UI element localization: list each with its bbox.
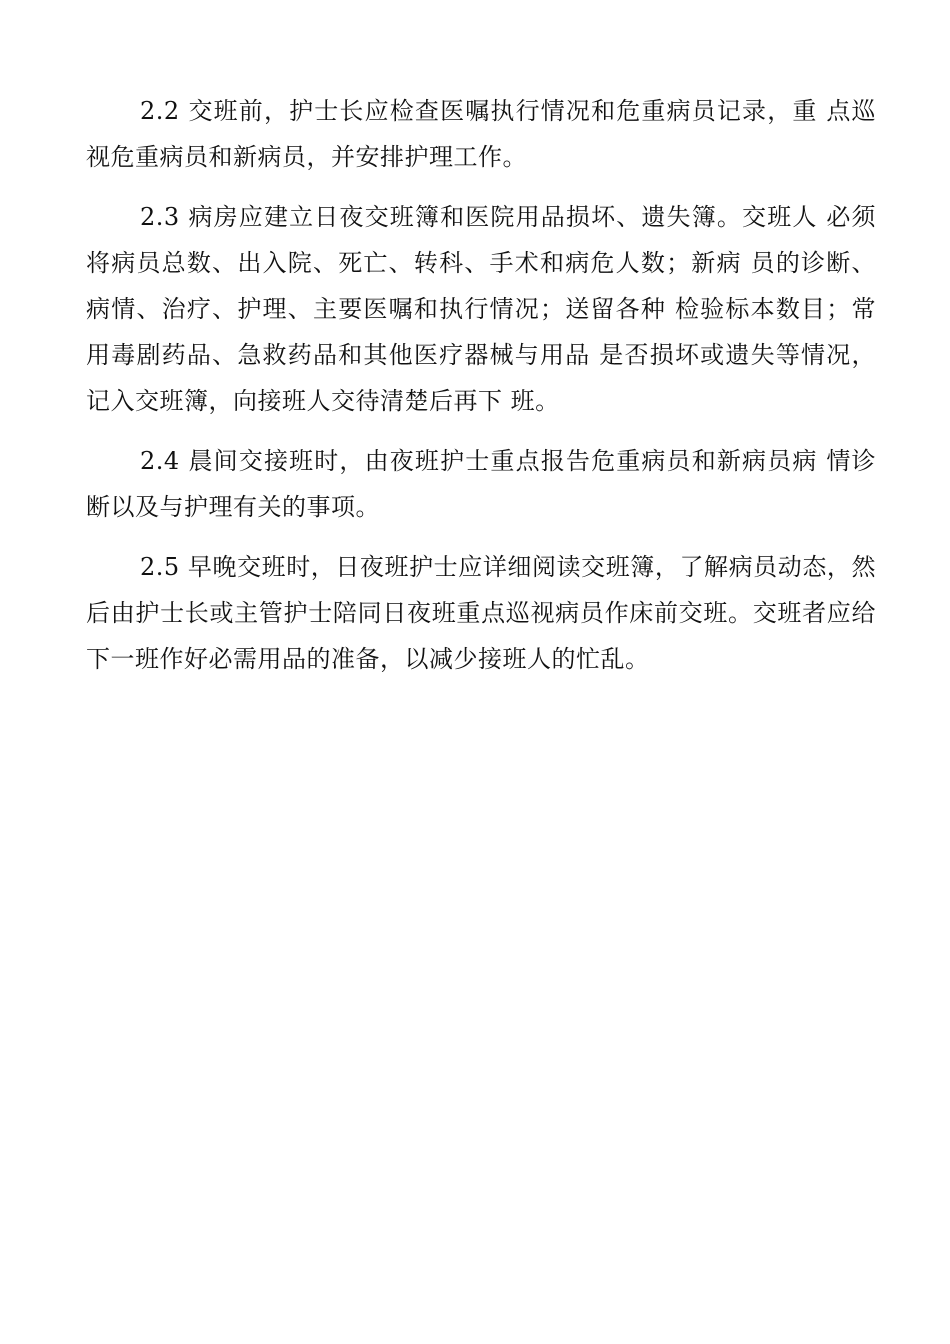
paragraph-2-3: 2.3 病房应建立日夜交班簿和医院用品损坏、遗失簿。交班人 必须将病员总数、出入院、死亡、转科、手术和病危人数；新病 员的诊断、病情、治疗、护理、主要医嘱和执行情况；送留各种 检验标本数目；常用毒剧药品、急救药品和其他医疗器械与用品 是否损坏或遗失等情况，记入交班簿，向接班人交待清楚后再下 班。 (86, 203, 876, 415)
paragraph-2-5: 2.5 早晚交班时，日夜班护士应详细阅读交班簿，了解病员动态，然后由护士长或主管护士陪同日夜班重点巡视病员作床前交班。交班者应给下一班作好必需用品的准备，以减少接班人的忙乱。 (86, 553, 876, 673)
document-page (86, 88, 876, 696)
paragraph-2-4: 2.4 晨间交接班时，由夜班护士重点报告危重病员和新病员病 情诊断以及与护理有关的事项。 (86, 447, 876, 521)
paragraph-2-2: 2.2 交班前，护士长应检查医嘱执行情况和危重病员记录，重 点巡视危重病员和新病员，并安排护理工作。 (86, 97, 876, 171)
